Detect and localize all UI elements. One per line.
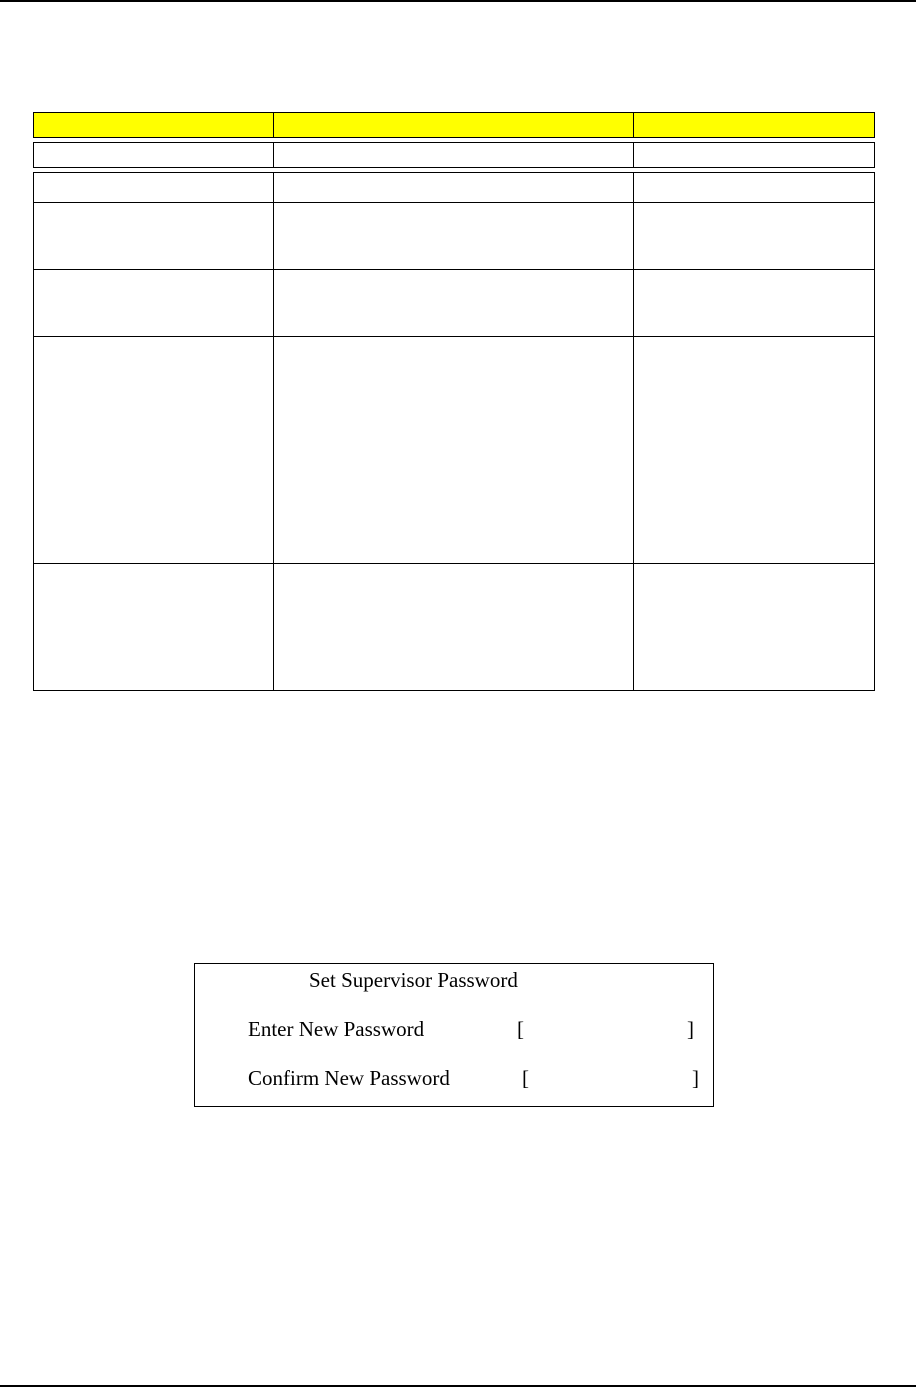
- table-row: [34, 337, 875, 564]
- table-cell: [34, 564, 274, 691]
- table-cell: [34, 337, 274, 564]
- table-cell: [634, 337, 875, 564]
- table-row: [34, 203, 875, 270]
- close-bracket: ]: [687, 1017, 694, 1041]
- table-cell: [634, 270, 875, 337]
- table-cell: [34, 203, 274, 270]
- table-row: [34, 270, 875, 337]
- footer-rule: [0, 1385, 916, 1387]
- table-cell: [274, 337, 634, 564]
- table-cell: [274, 173, 634, 203]
- table-cell: [634, 203, 875, 270]
- enter-new-password-label: Enter New Password: [248, 1017, 425, 1041]
- enter-new-password-field[interactable]: [529, 1018, 683, 1044]
- table-cell: [274, 270, 634, 337]
- table-cell: [274, 564, 634, 691]
- table-header-cell: [274, 113, 634, 138]
- table-row: [34, 143, 875, 168]
- table-row: [34, 173, 875, 203]
- table-cell: [34, 270, 274, 337]
- settings-table: [33, 112, 875, 691]
- table-header-row: [34, 113, 875, 138]
- table-row: [34, 564, 875, 691]
- table-header-cell: [634, 113, 875, 138]
- close-bracket: ]: [692, 1066, 699, 1090]
- table-header-cell: [34, 113, 274, 138]
- confirm-new-password-label: Confirm New Password: [248, 1066, 450, 1090]
- set-supervisor-password-dialog: [194, 963, 714, 1107]
- table-cell: [34, 143, 274, 168]
- table-cell: [34, 173, 274, 203]
- confirm-new-password-field[interactable]: [534, 1067, 686, 1093]
- table-cell: [634, 143, 875, 168]
- table-cell: [634, 173, 875, 203]
- table-cell: [274, 203, 634, 270]
- open-bracket: [: [517, 1017, 524, 1041]
- table-cell: [634, 564, 875, 691]
- header-rule: [0, 0, 916, 2]
- table-cell: [274, 143, 634, 168]
- open-bracket: [: [522, 1066, 529, 1090]
- dialog-title: Set Supervisor Password: [309, 968, 518, 992]
